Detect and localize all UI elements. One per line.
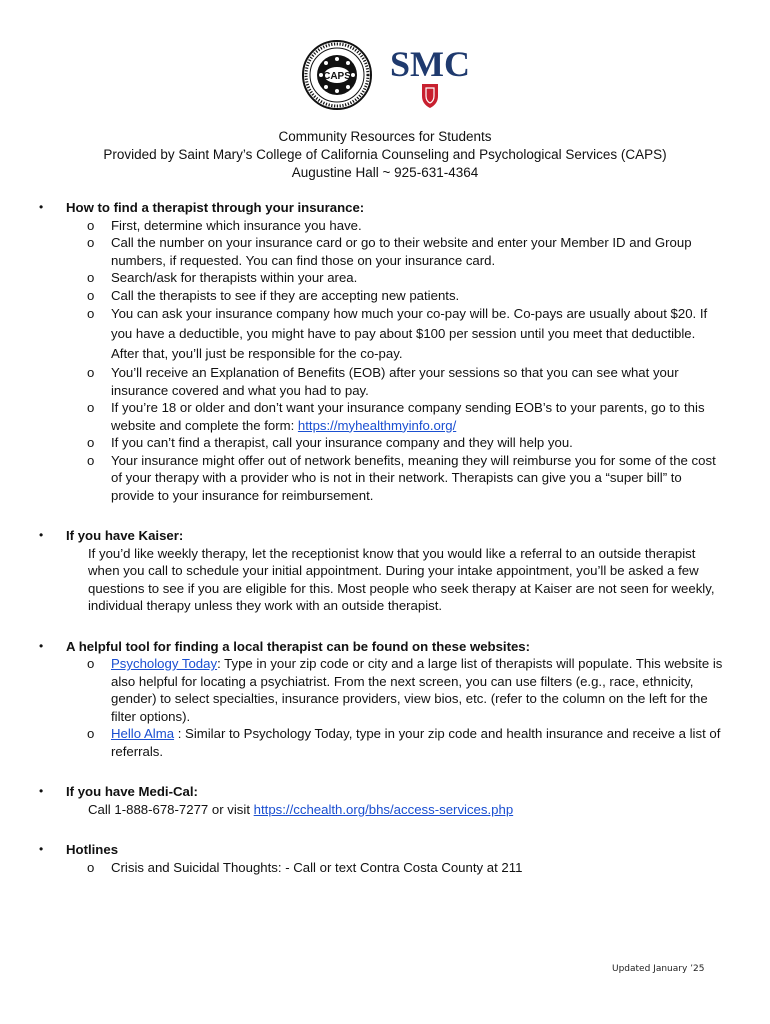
list-item: o Hello Alma : Similar to Psychology Today, type in your zip code and health insurance and receive a list of referrals.: [87, 726, 721, 759]
list-item: o Your insurance might offer out of network benefits, meaning they will reimburse you for some of the cost of your therapy with a provider who is not in their network. Therapists can give you a “super bill” to provide to your insurance for reimbursement.: [87, 452, 716, 503]
smc-logo: [385, 38, 475, 113]
hello-alma-link[interactable]: Hello Alma: [111, 726, 175, 741]
section-heading: A helpful tool for finding a local therapist can be found on these websites:: [66, 638, 531, 654]
sub-list: [66, 655, 726, 760]
list-item: o First, determine which insurance you have.: [87, 217, 362, 233]
bullet-icon: •: [39, 842, 44, 856]
section-heading: Hotlines: [66, 842, 119, 857]
myhealthmyinfo-link[interactable]: https://myhealthmyinfo.org/: [297, 417, 457, 433]
list-item: o You’ll receive an Explanation of Benefits (EOB) after your sessions so that you can see what your insurance covered and what you had to pay.: [87, 365, 679, 398]
section-hotlines: [39, 841, 726, 876]
bullet-icon: •: [39, 784, 44, 798]
list-item: o Crisis and Suicidal Thoughts: - Call or text Contra Costa County at 211: [87, 859, 523, 875]
medi-cal-paragraph: Call 1-888-678-7277 or visit https://cchealth.org/bhs/access-services.php: [88, 801, 514, 817]
updated-date: Updated January ’25: [612, 964, 705, 974]
sub-list: [66, 859, 726, 877]
bullet-icon: •: [39, 638, 44, 653]
bullet-icon: •: [39, 200, 44, 214]
cchealth-link[interactable]: https://cchealth.org/bhs/access-services.php: [253, 801, 514, 817]
list-item: o If you can’t find a therapist, call your insurance company and they will help you.: [87, 435, 573, 450]
header-title: Community Resources for Students: [278, 129, 492, 144]
section-kaiser: [39, 527, 726, 615]
list-item: o Call the therapists to see if they are accepting new patients.: [87, 287, 460, 303]
section-heading: If you have Kaiser:: [66, 528, 184, 543]
smc-logo-text: SMC: [390, 44, 470, 84]
document-header: [0, 128, 770, 182]
section-heading: How to find a therapist through your insurance:: [66, 200, 365, 215]
document-body: [0, 199, 770, 876]
psychology-today-link[interactable]: Psychology Today: [111, 656, 218, 671]
list-item: o Call the number on your insurance card or go to their website and enter your Member ID and Group numbers, if requested. You can find those on your insurance card.: [87, 235, 692, 268]
header-provider: Provided by Saint Mary’s College of California Counseling and Psychological Services (CAPS): [103, 147, 667, 162]
caps-seal-text: CAPS: [323, 71, 351, 82]
logo-row: [0, 38, 770, 113]
section-insurance-therapist: [39, 199, 726, 504]
section-therapist-websites: [39, 638, 726, 761]
bullet-icon: •: [39, 528, 44, 542]
section-medi-cal: [39, 783, 726, 818]
caps-seal-logo: [297, 38, 377, 113]
list-item: o Psychology Today: Type in your zip code or city and a large list of therapists will populate. This website is also helpful for locating a psychiatrist. From the next screen, you can use filters (e.g., race, ethnicity, gender) to select specialties, insurance providers, view bios, etc. (refer to the column on the left for the filter options).: [87, 656, 723, 724]
sub-list: [66, 217, 726, 505]
section-heading: If you have Medi-Cal:: [66, 784, 198, 799]
list-item: o Search/ask for therapists within your area.: [87, 270, 358, 285]
header-location: Augustine Hall ~ 925-631-4364: [291, 165, 479, 180]
kaiser-paragraph: If you’d like weekly therapy, let the receptionist know that you would like a referral to an outside therapist when you call to schedule your initial appointment. During your intake appointment, you’ll be asked a few questions to see if you are eligible for this. Most people who seek therapy at Kaiser are not seen for weekly, individual therapy unless they work with an outside therapist.: [88, 545, 715, 613]
list-item: o You can ask your insurance company how much your co-pay will be. Co-pays are usually about $20. If you have a deductible, you might have to pay about $100 per session until you meet that deductible. After that, you’ll just be responsible for the co-pay.: [87, 306, 708, 361]
list-item: o If you’re 18 or older and don’t want your insurance company sending EOB’s to your parents, go to this website and complete the form: https://myhealthmyinfo.org/: [87, 400, 705, 433]
